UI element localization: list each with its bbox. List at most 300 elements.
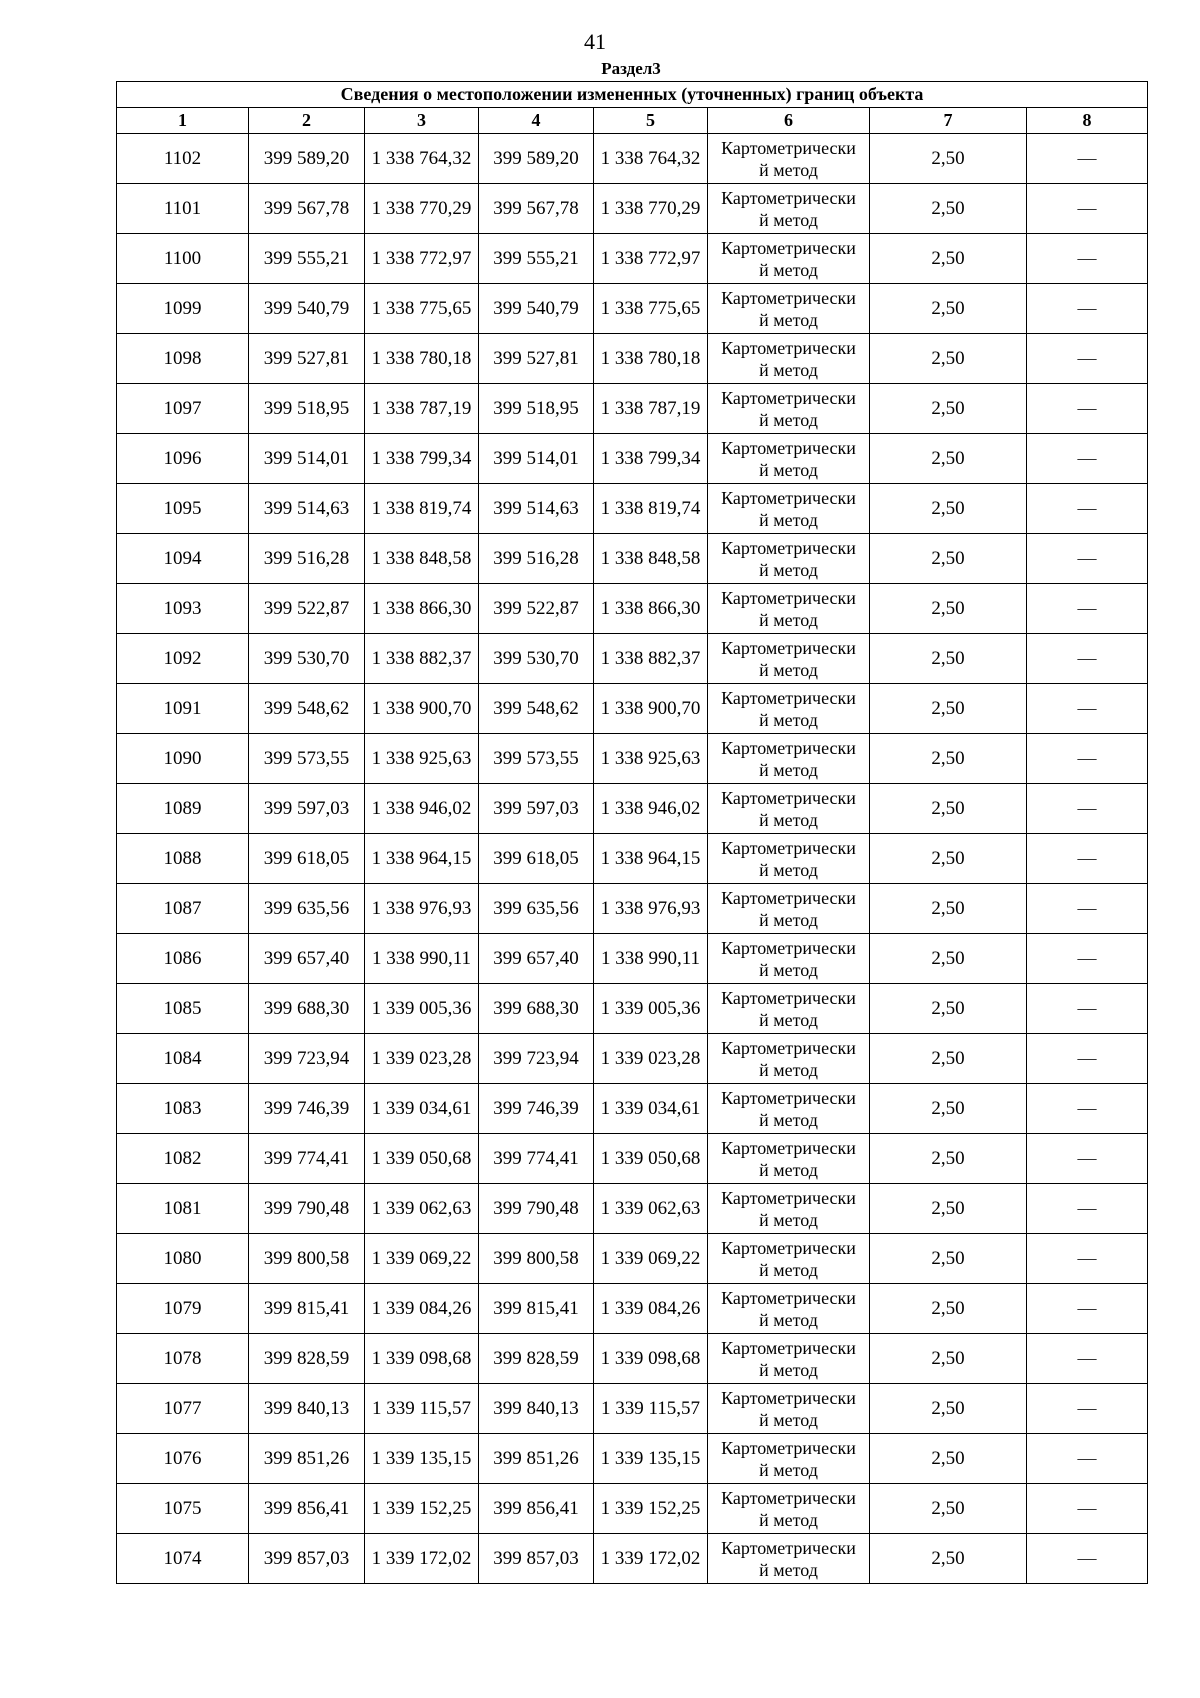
- method-line: Картометрически: [721, 537, 856, 558]
- method-cell: [708, 1234, 870, 1284]
- point-number-cell: 1091: [117, 684, 249, 734]
- table-row: [117, 1484, 1148, 1534]
- refined-y-cell: 1 339 084,26: [594, 1284, 708, 1334]
- note-cell: —: [1027, 834, 1148, 884]
- point-number-cell: 1081: [117, 1184, 249, 1234]
- method-line: Картометрически: [721, 187, 856, 208]
- method-line: й метод: [759, 159, 818, 180]
- refined-x-cell: 399 548,62: [479, 684, 594, 734]
- existing-x-cell: 399 774,41: [249, 1134, 365, 1184]
- method-line: Картометрически: [721, 1037, 856, 1058]
- refined-x-cell: 399 856,41: [479, 1484, 594, 1534]
- column-header: 2: [249, 108, 365, 134]
- refined-y-cell: 1 338 882,37: [594, 634, 708, 684]
- note-cell: —: [1027, 234, 1148, 284]
- accuracy-cell: 2,50: [870, 934, 1027, 984]
- table-row: [117, 1034, 1148, 1084]
- method-line: Картометрически: [721, 687, 856, 708]
- refined-y-cell: 1 339 005,36: [594, 984, 708, 1034]
- existing-x-cell: 399 589,20: [249, 134, 365, 184]
- table-row: [117, 834, 1148, 884]
- method-line: Картометрически: [721, 337, 856, 358]
- note-cell: —: [1027, 1284, 1148, 1334]
- method-line: й метод: [759, 409, 818, 430]
- existing-y-cell: 1 339 062,63: [365, 1184, 479, 1234]
- existing-x-cell: 399 657,40: [249, 934, 365, 984]
- method-line: Картометрически: [721, 1137, 856, 1158]
- table-row: [117, 1334, 1148, 1384]
- point-number-cell: 1088: [117, 834, 249, 884]
- column-number-row: [117, 108, 1148, 134]
- existing-y-cell: 1 339 135,15: [365, 1434, 479, 1484]
- refined-x-cell: 399 618,05: [479, 834, 594, 884]
- method-cell: [708, 734, 870, 784]
- existing-x-cell: 399 746,39: [249, 1084, 365, 1134]
- refined-x-cell: 399 857,03: [479, 1534, 594, 1584]
- existing-y-cell: 1 338 772,97: [365, 234, 479, 284]
- table-row: [117, 734, 1148, 784]
- method-cell: [708, 484, 870, 534]
- existing-x-cell: 399 573,55: [249, 734, 365, 784]
- existing-y-cell: 1 339 098,68: [365, 1334, 479, 1384]
- table-row: [117, 284, 1148, 334]
- method-line: й метод: [759, 1409, 818, 1430]
- table-row: [117, 1284, 1148, 1334]
- accuracy-cell: 2,50: [870, 484, 1027, 534]
- refined-x-cell: 399 815,41: [479, 1284, 594, 1334]
- method-line: й метод: [759, 259, 818, 280]
- point-number-cell: 1089: [117, 784, 249, 834]
- note-cell: —: [1027, 584, 1148, 634]
- method-line: Картометрически: [721, 237, 856, 258]
- existing-y-cell: 1 338 848,58: [365, 534, 479, 584]
- existing-y-cell: 1 338 799,34: [365, 434, 479, 484]
- table-row: [117, 634, 1148, 684]
- table-row: [117, 1534, 1148, 1584]
- refined-y-cell: 1 338 976,93: [594, 884, 708, 934]
- refined-x-cell: 399 516,28: [479, 534, 594, 584]
- point-number-cell: 1099: [117, 284, 249, 334]
- existing-x-cell: 399 857,03: [249, 1534, 365, 1584]
- refined-x-cell: 399 723,94: [479, 1034, 594, 1084]
- existing-x-cell: 399 555,21: [249, 234, 365, 284]
- method-line: Картометрически: [721, 1287, 856, 1308]
- method-cell: [708, 134, 870, 184]
- existing-x-cell: 399 851,26: [249, 1434, 365, 1484]
- method-line: Картометрически: [721, 1087, 856, 1108]
- refined-x-cell: 399 555,21: [479, 234, 594, 284]
- existing-y-cell: 1 339 069,22: [365, 1234, 479, 1284]
- refined-y-cell: 1 338 780,18: [594, 334, 708, 384]
- existing-x-cell: 399 688,30: [249, 984, 365, 1034]
- note-cell: —: [1027, 334, 1148, 384]
- existing-y-cell: 1 339 005,36: [365, 984, 479, 1034]
- method-line: Картометрически: [721, 1187, 856, 1208]
- refined-x-cell: 399 657,40: [479, 934, 594, 984]
- note-cell: —: [1027, 534, 1148, 584]
- refined-y-cell: 1 338 775,65: [594, 284, 708, 334]
- note-cell: —: [1027, 634, 1148, 684]
- accuracy-cell: 2,50: [870, 534, 1027, 584]
- method-cell: [708, 884, 870, 934]
- accuracy-cell: 2,50: [870, 1184, 1027, 1234]
- method-line: й метод: [759, 1459, 818, 1480]
- point-number-cell: 1079: [117, 1284, 249, 1334]
- existing-x-cell: 399 514,63: [249, 484, 365, 534]
- point-number-cell: 1093: [117, 584, 249, 634]
- existing-y-cell: 1 338 964,15: [365, 834, 479, 884]
- method-cell: [708, 1384, 870, 1434]
- refined-x-cell: 399 514,63: [479, 484, 594, 534]
- accuracy-cell: 2,50: [870, 684, 1027, 734]
- method-cell: [708, 784, 870, 834]
- point-number-cell: 1083: [117, 1084, 249, 1134]
- note-cell: —: [1027, 784, 1148, 834]
- method-line: й метод: [759, 959, 818, 980]
- refined-x-cell: 399 514,01: [479, 434, 594, 484]
- existing-x-cell: 399 567,78: [249, 184, 365, 234]
- point-number-cell: 1095: [117, 484, 249, 534]
- existing-x-cell: 399 840,13: [249, 1384, 365, 1434]
- refined-y-cell: 1 338 925,63: [594, 734, 708, 784]
- method-line: й метод: [759, 509, 818, 530]
- refined-x-cell: 399 573,55: [479, 734, 594, 784]
- point-number-cell: 1087: [117, 884, 249, 934]
- point-number-cell: 1074: [117, 1534, 249, 1584]
- note-cell: —: [1027, 1184, 1148, 1234]
- accuracy-cell: 2,50: [870, 1484, 1027, 1534]
- method-cell: [708, 1484, 870, 1534]
- note-cell: —: [1027, 1234, 1148, 1284]
- refined-x-cell: 399 840,13: [479, 1384, 594, 1434]
- refined-y-cell: 1 339 034,61: [594, 1084, 708, 1134]
- existing-y-cell: 1 339 050,68: [365, 1134, 479, 1184]
- method-line: й метод: [759, 1209, 818, 1230]
- point-number-cell: 1094: [117, 534, 249, 584]
- refined-x-cell: 399 688,30: [479, 984, 594, 1034]
- column-header: 5: [594, 108, 708, 134]
- table-row: [117, 584, 1148, 634]
- point-number-cell: 1092: [117, 634, 249, 684]
- note-cell: —: [1027, 1384, 1148, 1434]
- refined-x-cell: 399 597,03: [479, 784, 594, 834]
- method-line: Картометрически: [721, 887, 856, 908]
- accuracy-cell: 2,50: [870, 734, 1027, 784]
- column-header: 1: [117, 108, 249, 134]
- table-title: Сведения о местоположении измененных (уточненных) границ объекта: [117, 82, 1148, 108]
- note-cell: —: [1027, 184, 1148, 234]
- accuracy-cell: 2,50: [870, 1534, 1027, 1584]
- accuracy-cell: 2,50: [870, 334, 1027, 384]
- note-cell: —: [1027, 984, 1148, 1034]
- table-row: [117, 684, 1148, 734]
- refined-y-cell: 1 339 172,02: [594, 1534, 708, 1584]
- page-number: 41: [584, 29, 606, 54]
- method-cell: [708, 684, 870, 734]
- point-number-cell: 1085: [117, 984, 249, 1034]
- table-row: [117, 334, 1148, 384]
- existing-x-cell: 399 635,56: [249, 884, 365, 934]
- existing-y-cell: 1 338 764,32: [365, 134, 479, 184]
- table-row: [117, 1134, 1148, 1184]
- note-cell: —: [1027, 1434, 1148, 1484]
- existing-x-cell: 399 815,41: [249, 1284, 365, 1334]
- method-line: Картометрически: [721, 1537, 856, 1558]
- method-cell: [708, 1284, 870, 1334]
- point-number-cell: 1075: [117, 1484, 249, 1534]
- point-number-cell: 1076: [117, 1434, 249, 1484]
- refined-x-cell: 399 800,58: [479, 1234, 594, 1284]
- method-line: й метод: [759, 1559, 818, 1580]
- existing-y-cell: 1 338 866,30: [365, 584, 479, 634]
- method-line: й метод: [759, 659, 818, 680]
- accuracy-cell: 2,50: [870, 784, 1027, 834]
- existing-x-cell: 399 514,01: [249, 434, 365, 484]
- method-cell: [708, 1184, 870, 1234]
- method-cell: [708, 1084, 870, 1134]
- refined-y-cell: 1 338 848,58: [594, 534, 708, 584]
- section-title: Раздел3: [601, 59, 661, 78]
- method-cell: [708, 834, 870, 884]
- note-cell: —: [1027, 284, 1148, 334]
- method-cell: [708, 634, 870, 684]
- accuracy-cell: 2,50: [870, 884, 1027, 934]
- method-cell: [708, 184, 870, 234]
- accuracy-cell: 2,50: [870, 1384, 1027, 1434]
- existing-x-cell: 399 527,81: [249, 334, 365, 384]
- method-line: й метод: [759, 709, 818, 730]
- column-header: 4: [479, 108, 594, 134]
- refined-y-cell: 1 338 990,11: [594, 934, 708, 984]
- table-title-row: [117, 82, 1148, 108]
- method-cell: [708, 434, 870, 484]
- method-line: й метод: [759, 1059, 818, 1080]
- existing-x-cell: 399 800,58: [249, 1234, 365, 1284]
- refined-y-cell: 1 339 069,22: [594, 1234, 708, 1284]
- refined-x-cell: 399 828,59: [479, 1334, 594, 1384]
- existing-x-cell: 399 618,05: [249, 834, 365, 884]
- existing-y-cell: 1 339 034,61: [365, 1084, 479, 1134]
- point-number-cell: 1082: [117, 1134, 249, 1184]
- table-body: [117, 134, 1148, 1584]
- column-header: 8: [1027, 108, 1148, 134]
- table-row: [117, 784, 1148, 834]
- accuracy-cell: 2,50: [870, 134, 1027, 184]
- table-row: [117, 1184, 1148, 1234]
- method-line: й метод: [759, 1259, 818, 1280]
- method-cell: [708, 334, 870, 384]
- refined-x-cell: 399 790,48: [479, 1184, 594, 1234]
- existing-x-cell: 399 548,62: [249, 684, 365, 734]
- table-row: [117, 184, 1148, 234]
- method-cell: [708, 1434, 870, 1484]
- refined-x-cell: 399 518,95: [479, 384, 594, 434]
- existing-x-cell: 399 530,70: [249, 634, 365, 684]
- accuracy-cell: 2,50: [870, 1134, 1027, 1184]
- note-cell: —: [1027, 1484, 1148, 1534]
- method-line: Картометрически: [721, 787, 856, 808]
- table-row: [117, 534, 1148, 584]
- table-row: [117, 934, 1148, 984]
- method-line: й метод: [759, 809, 818, 830]
- accuracy-cell: 2,50: [870, 234, 1027, 284]
- accuracy-cell: 2,50: [870, 984, 1027, 1034]
- point-number-cell: 1098: [117, 334, 249, 384]
- accuracy-cell: 2,50: [870, 584, 1027, 634]
- accuracy-cell: 2,50: [870, 1434, 1027, 1484]
- method-cell: [708, 384, 870, 434]
- existing-x-cell: 399 856,41: [249, 1484, 365, 1534]
- refined-x-cell: 399 851,26: [479, 1434, 594, 1484]
- note-cell: —: [1027, 1534, 1148, 1584]
- point-number-cell: 1080: [117, 1234, 249, 1284]
- refined-y-cell: 1 338 946,02: [594, 784, 708, 834]
- existing-x-cell: 399 790,48: [249, 1184, 365, 1234]
- note-cell: —: [1027, 1334, 1148, 1384]
- existing-y-cell: 1 338 990,11: [365, 934, 479, 984]
- refined-y-cell: 1 339 023,28: [594, 1034, 708, 1084]
- point-number-cell: 1086: [117, 934, 249, 984]
- existing-y-cell: 1 338 819,74: [365, 484, 479, 534]
- existing-y-cell: 1 338 770,29: [365, 184, 479, 234]
- note-cell: —: [1027, 1134, 1148, 1184]
- point-number-cell: 1096: [117, 434, 249, 484]
- method-line: й метод: [759, 1159, 818, 1180]
- refined-x-cell: 399 540,79: [479, 284, 594, 334]
- refined-x-cell: 399 522,87: [479, 584, 594, 634]
- method-line: й метод: [759, 359, 818, 380]
- accuracy-cell: 2,50: [870, 434, 1027, 484]
- refined-y-cell: 1 339 152,25: [594, 1484, 708, 1534]
- refined-y-cell: 1 338 764,32: [594, 134, 708, 184]
- point-number-cell: 1102: [117, 134, 249, 184]
- existing-y-cell: 1 338 900,70: [365, 684, 479, 734]
- point-number-cell: 1100: [117, 234, 249, 284]
- refined-y-cell: 1 339 062,63: [594, 1184, 708, 1234]
- note-cell: —: [1027, 434, 1148, 484]
- note-cell: —: [1027, 934, 1148, 984]
- method-line: й метод: [759, 209, 818, 230]
- existing-x-cell: 399 540,79: [249, 284, 365, 334]
- method-cell: [708, 284, 870, 334]
- method-line: Картометрически: [721, 937, 856, 958]
- table-row: [117, 984, 1148, 1034]
- existing-y-cell: 1 338 882,37: [365, 634, 479, 684]
- boundary-coordinates-table: [116, 81, 1148, 1584]
- method-line: Картометрически: [721, 587, 856, 608]
- column-header: 7: [870, 108, 1027, 134]
- refined-y-cell: 1 339 098,68: [594, 1334, 708, 1384]
- refined-y-cell: 1 338 772,97: [594, 234, 708, 284]
- method-line: й метод: [759, 859, 818, 880]
- accuracy-cell: 2,50: [870, 1084, 1027, 1134]
- method-line: й метод: [759, 1009, 818, 1030]
- note-cell: —: [1027, 134, 1148, 184]
- existing-x-cell: 399 723,94: [249, 1034, 365, 1084]
- existing-x-cell: 399 522,87: [249, 584, 365, 634]
- refined-x-cell: 399 530,70: [479, 634, 594, 684]
- column-header: 3: [365, 108, 479, 134]
- accuracy-cell: 2,50: [870, 1334, 1027, 1384]
- existing-y-cell: 1 338 946,02: [365, 784, 479, 834]
- refined-x-cell: 399 567,78: [479, 184, 594, 234]
- refined-x-cell: 399 589,20: [479, 134, 594, 184]
- method-line: й метод: [759, 909, 818, 930]
- refined-y-cell: 1 338 787,19: [594, 384, 708, 434]
- method-line: Картометрически: [721, 1237, 856, 1258]
- method-line: Картометрически: [721, 1437, 856, 1458]
- refined-x-cell: 399 746,39: [479, 1084, 594, 1134]
- method-line: й метод: [759, 1509, 818, 1530]
- accuracy-cell: 2,50: [870, 634, 1027, 684]
- table-row: [117, 434, 1148, 484]
- method-line: Картометрически: [721, 137, 856, 158]
- method-line: й метод: [759, 309, 818, 330]
- refined-y-cell: 1 338 964,15: [594, 834, 708, 884]
- refined-y-cell: 1 338 819,74: [594, 484, 708, 534]
- accuracy-cell: 2,50: [870, 284, 1027, 334]
- method-line: Картометрически: [721, 837, 856, 858]
- method-line: й метод: [759, 759, 818, 780]
- existing-y-cell: 1 338 780,18: [365, 334, 479, 384]
- method-cell: [708, 934, 870, 984]
- accuracy-cell: 2,50: [870, 1034, 1027, 1084]
- table-row: [117, 484, 1148, 534]
- method-line: Картометрически: [721, 737, 856, 758]
- method-line: й метод: [759, 1309, 818, 1330]
- method-line: й метод: [759, 559, 818, 580]
- existing-x-cell: 399 516,28: [249, 534, 365, 584]
- method-cell: [708, 1534, 870, 1584]
- point-number-cell: 1077: [117, 1384, 249, 1434]
- table-row: [117, 1384, 1148, 1434]
- method-line: Картометрически: [721, 287, 856, 308]
- table-row: [117, 1234, 1148, 1284]
- note-cell: —: [1027, 384, 1148, 434]
- point-number-cell: 1084: [117, 1034, 249, 1084]
- accuracy-cell: 2,50: [870, 184, 1027, 234]
- existing-y-cell: 1 339 152,25: [365, 1484, 479, 1534]
- table-row: [117, 234, 1148, 284]
- method-line: й метод: [759, 1359, 818, 1380]
- method-line: Картометрически: [721, 1487, 856, 1508]
- point-number-cell: 1090: [117, 734, 249, 784]
- existing-y-cell: 1 338 787,19: [365, 384, 479, 434]
- method-line: Картометрически: [721, 387, 856, 408]
- point-number-cell: 1078: [117, 1334, 249, 1384]
- method-line: Картометрически: [721, 987, 856, 1008]
- method-cell: [708, 1334, 870, 1384]
- note-cell: —: [1027, 1084, 1148, 1134]
- table-row: [117, 1084, 1148, 1134]
- note-cell: —: [1027, 1034, 1148, 1084]
- note-cell: —: [1027, 734, 1148, 784]
- table-row: [117, 134, 1148, 184]
- table-row: [117, 1434, 1148, 1484]
- refined-y-cell: 1 338 900,70: [594, 684, 708, 734]
- method-line: Картометрически: [721, 437, 856, 458]
- existing-x-cell: 399 597,03: [249, 784, 365, 834]
- accuracy-cell: 2,50: [870, 384, 1027, 434]
- refined-y-cell: 1 339 115,57: [594, 1384, 708, 1434]
- existing-y-cell: 1 339 115,57: [365, 1384, 479, 1434]
- refined-y-cell: 1 339 050,68: [594, 1134, 708, 1184]
- method-cell: [708, 1034, 870, 1084]
- refined-x-cell: 399 774,41: [479, 1134, 594, 1184]
- existing-y-cell: 1 339 172,02: [365, 1534, 479, 1584]
- refined-y-cell: 1 339 135,15: [594, 1434, 708, 1484]
- refined-y-cell: 1 338 799,34: [594, 434, 708, 484]
